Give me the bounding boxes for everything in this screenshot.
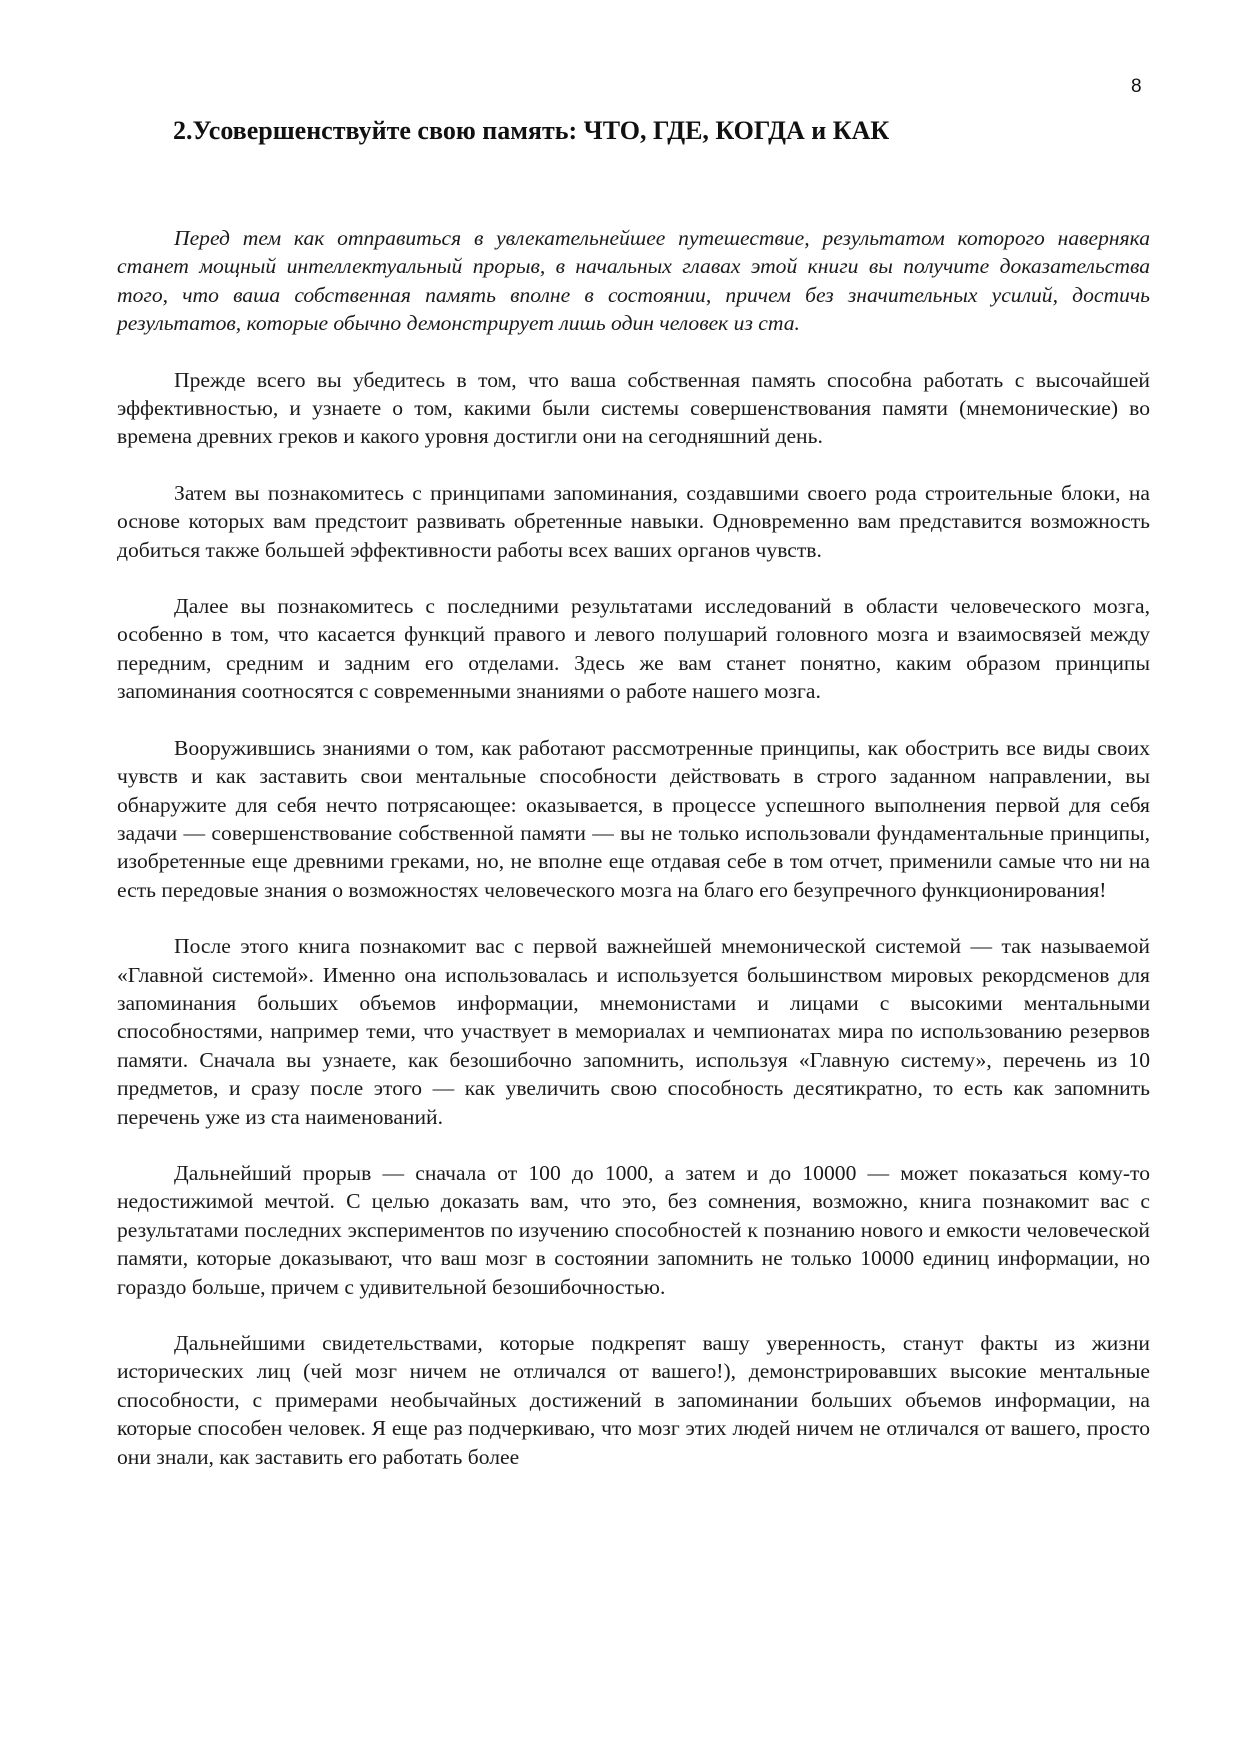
body-text bbox=[117, 224, 1150, 1499]
paragraph: Дальнейший прорыв — сначала от 100 до 1000, а затем и до 10000 — может показаться кому-то недостижимой мечтой. С целью доказать вам, что это, без сомнения, возможно, книга познакомит вас с результатами последних экспериментов по изучению способностей к познанию нового и емкости человеческой памяти, которые доказывают, что ваш мозг в состоянии запомнить не только 10000 единиц информации, но гораздо больше, причем с удивительной безошибочностью. bbox=[117, 1160, 1150, 1299]
paragraph: Вооружившись знаниями о том, как работают рассмотренные принципы, как обострить все виды своих чувств и как заставить свои ментальные способности действовать в строго заданном направлении, вы обнаружите для себя нечто потрясающее: оказывается, в процессе успешного выполнения первой для себя задачи — совершенствование собственной памяти — вы не только использовали фундаментальные принципы, изобретенные еще древними греками, но, не вполне еще отдавая себе в том отчет, применили самые что ни на есть передовые знания о возможностях человеческого мозга на благо его безупречного функционирования! bbox=[117, 735, 1150, 902]
paragraph: Дальнейшими свидетельствами, которые подкрепят вашу уверенность, станут факты из жизни исторических лиц (чей мозг ничем не отличался от вашего!), демонстрировавших высокие ментальные способности, с примерами необычайных достижений в запоминании больших объемов информации, на которые способен человек. Я еще раз подчеркиваю, что мозг этих людей ничем не отличался от вашего, просто они знали, как заставить его работать более bbox=[117, 1331, 1150, 1469]
section-title: 2.Усовершенствуйте свою память: ЧТО, ГДЕ, КОГДА и КАК bbox=[173, 116, 890, 145]
paragraph: Затем вы познакомитесь с принципами запоминания, создавшими своего рода строительные блоки, на основе которых вам предстоит развивать обретенные навыки. Одновременно вам представится возможность добиться также большей эффективности работы всех ваших органов чувств. bbox=[117, 480, 1150, 562]
paragraph: После этого книга познакомит вас с первой важнейшей мнемонической системой — так называемой «Главной системой». Именно она использовалась и используется большинством мировых рекордсменов для запоминания больших объемов информации, мнемонистами и лицами с высокими ментальными способностями, например теми, что участвует в мемориалах и чемпионатах мира по использованию резервов памяти. Сначала вы узнаете, как безошибочно запомнить, используя «Главную систему», перечень из 10 предметов, и сразу после этого — как увеличить свою способность десятикратно, то есть как запомнить перечень уже из ста наименований. bbox=[117, 934, 1150, 1129]
paragraph: Прежде всего вы убедитесь в том, что ваша собственная память способна работать с высочайшей эффективностью, и узнаете о том, какими были системы совершенствования памяти (мнемонические) во времена древних греков и какого уровня достигли они на сегодняшний день. bbox=[117, 367, 1150, 449]
paragraph: Далее вы познакомитесь с последними результатами исследований в области человеческого мозга, особенно в том, что касается функций правого и левого полушарий головного мозга и взаимосвязей между передним, средним и задним его отделами. Здесь же вам станет понятно, каким образом принципы запоминания соотносятся с современными знаниями о работе нашего мозга. bbox=[117, 594, 1150, 704]
page-number: 8 bbox=[1131, 76, 1142, 97]
intro-paragraph: Перед тем как отправиться в увлекательнейшее путешествие, результатом которого наверняка станет мощный интеллектуальный прорыв, в начальных главах этой книги вы получите доказательства того, что ваша собственная память вполне в состоянии, причем без значительных усилий, достичь результатов, которые обычно демонстрирует лишь один человек из ста. bbox=[117, 226, 1150, 336]
